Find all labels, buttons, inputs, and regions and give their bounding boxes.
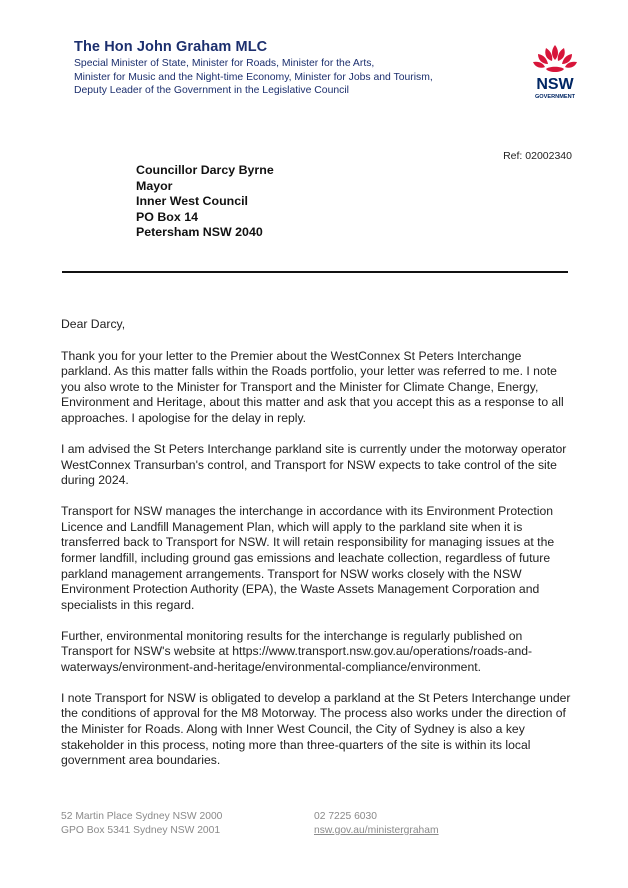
minister-title-line: Special Minister of State, Minister for Roads, Minister for the Arts, [74, 58, 375, 69]
nsw-government-logo [526, 42, 584, 102]
minister-titles [74, 57, 494, 98]
address-line: Inner West Council [136, 194, 248, 209]
logo-nsw-text: NSW [536, 76, 574, 93]
address-line: Petersham NSW 2040 [136, 225, 263, 240]
address-line: Mayor [136, 178, 173, 193]
footer-contact [314, 810, 439, 838]
footer-postal-address: GPO Box 5341 Sydney NSW 2001 [61, 824, 221, 836]
minister-title-line: Minister for Music and the Night-time Economy, Minister for Jobs and Tourism, [74, 71, 433, 83]
footer-street-address: 52 Martin Place Sydney NSW 2000 [61, 811, 223, 822]
footer-website-link[interactable]: nsw.gov.au/ministergraham [314, 824, 439, 836]
paragraph: Further, environmental monitoring results for the interchange is regularly published on Transport for NSW's website at https://www.transport.nsw.gov.au/operations/roads-and-waterways/environment-and-heritage/environmental-compliance/environment. [61, 628, 533, 674]
letterhead [74, 39, 494, 98]
footer-address [61, 810, 222, 838]
paragraph: I am advised the St Peters Interchange parkland site is currently under the motorway operator WestConnex Transurban's control, and Transport for NSW expects to take control of the site during 2024. [61, 441, 567, 488]
address-line: Councillor Darcy Byrne [136, 163, 274, 177]
paragraph: I note Transport for NSW is obligated to develop a parkland at the St Peters Interchange under the conditions of approval for the M8 Motorway. The process also works under the direction of the Minister for Roads. Along with Inner West Council, the City of Sydney is also a key stakeholder in this process, noting more than three-quarters of the site is within its local government area boundaries. [61, 690, 571, 768]
waratah-icon [526, 42, 584, 102]
reference-number: Ref: 02002340 [503, 150, 572, 162]
letter-body [61, 317, 573, 784]
salutation: Dear Darcy, [61, 317, 126, 331]
logo-government-text: GOVERNMENT [534, 94, 576, 100]
paragraph: Thank you for your letter to the Premier about the WestConnex St Peters Interchange parkland. As this matter falls within the Roads portfolio, your letter was referred to me. I note you also wrote to the Minister for Transport and the Minister for Climate Change, Energy, Environment and Heritage, about this matter and ask that you accept this as a response to all approaches. I apologise for the delay in reply. [61, 348, 564, 425]
divider [62, 271, 568, 273]
minister-title-line: Deputy Leader of the Government in the Legislative Council [74, 85, 349, 97]
minister-name: The Hon John Graham MLC [74, 39, 268, 55]
footer-phone: 02 7225 6030 [314, 811, 377, 822]
recipient-address [136, 163, 274, 241]
address-line: PO Box 14 [136, 209, 198, 224]
paragraph: Transport for NSW manages the interchange in accordance with its Environment Protection Licence and Landfill Management Plan, which will apply to the parkland site when it is transferred back to Transport for NSW. It will retain responsibility for managing issues at the former landfill, including ground gas emissions and leachate collection, regardless of future parkland management arrangements. Transport for NSW works closely with the NSW Environment Protection Authority (EPA), the Waste Assets Management Corporation and specialists in this regard. [61, 504, 555, 612]
